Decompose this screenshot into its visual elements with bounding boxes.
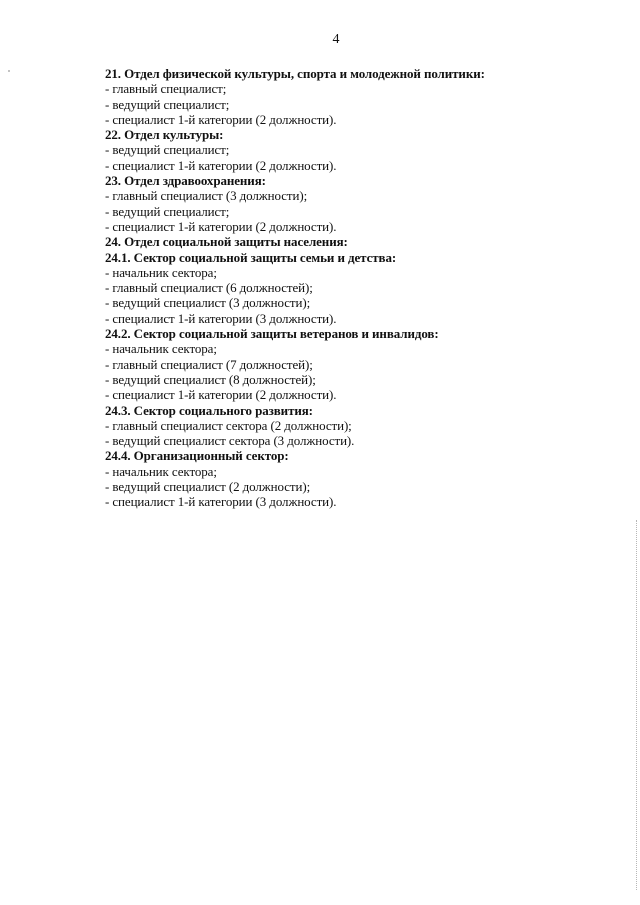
section-heading: 24. Отдел социальной защиты населения: [105,234,348,250]
page-number: 4 [332,32,340,47]
list-item: - ведущий специалист (3 должности); [105,295,311,311]
list-item: - ведущий специалист сектора (3 должности). [105,433,355,449]
list-item: - главный специалист сектора (2 должности); [105,417,352,433]
list-item: - специалист 1-й категории (3 должности). [105,310,337,326]
section-heading: 22. Отдел культуры: [105,127,224,143]
scan-artifact [8,70,10,72]
list-item: - главный специалист (6 должностей); [105,280,313,296]
list-item: - начальник сектора; [105,463,217,479]
list-item: - специалист 1-й категории (2 должности). [105,387,337,403]
list-item: - ведущий специалист; [105,203,230,219]
list-item: - главный специалист; [105,81,227,97]
list-item: - начальник сектора; [105,264,217,280]
list-item: - главный специалист (7 должностей); [105,356,313,372]
list-item: - специалист 1-й категории (2 должности). [105,111,337,127]
section-heading: 24.1. Сектор социальной защиты семьи и детства: [105,249,397,265]
section-heading: 24.4. Организационный сектор: [105,448,289,464]
document-body [105,66,625,510]
list-item: - специалист 1-й категории (3 должности). [105,494,337,510]
list-item: - начальник сектора; [105,341,217,357]
list-item: - ведущий специалист (2 должности); [105,479,311,495]
section-heading: 21. Отдел физической культуры, спорта и молодежной политики: [105,66,485,81]
section-heading: 24.3. Сектор социального развития: [105,402,313,418]
list-item: - ведущий специалист; [105,96,230,112]
list-item: - ведущий специалист (8 должностей); [105,371,316,387]
list-item: - специалист 1-й категории (2 должности). [105,218,337,234]
list-item: - главный специалист (3 должности); [105,188,308,204]
section-heading: 24.2. Сектор социальной защиты ветеранов и инвалидов: [105,326,439,342]
scan-edge-artifact [635,520,637,890]
list-item: - ведущий специалист; [105,142,230,158]
list-item: - специалист 1-й категории (2 должности). [105,157,337,173]
section-heading: 23. Отдел здравоохранения: [105,173,266,189]
